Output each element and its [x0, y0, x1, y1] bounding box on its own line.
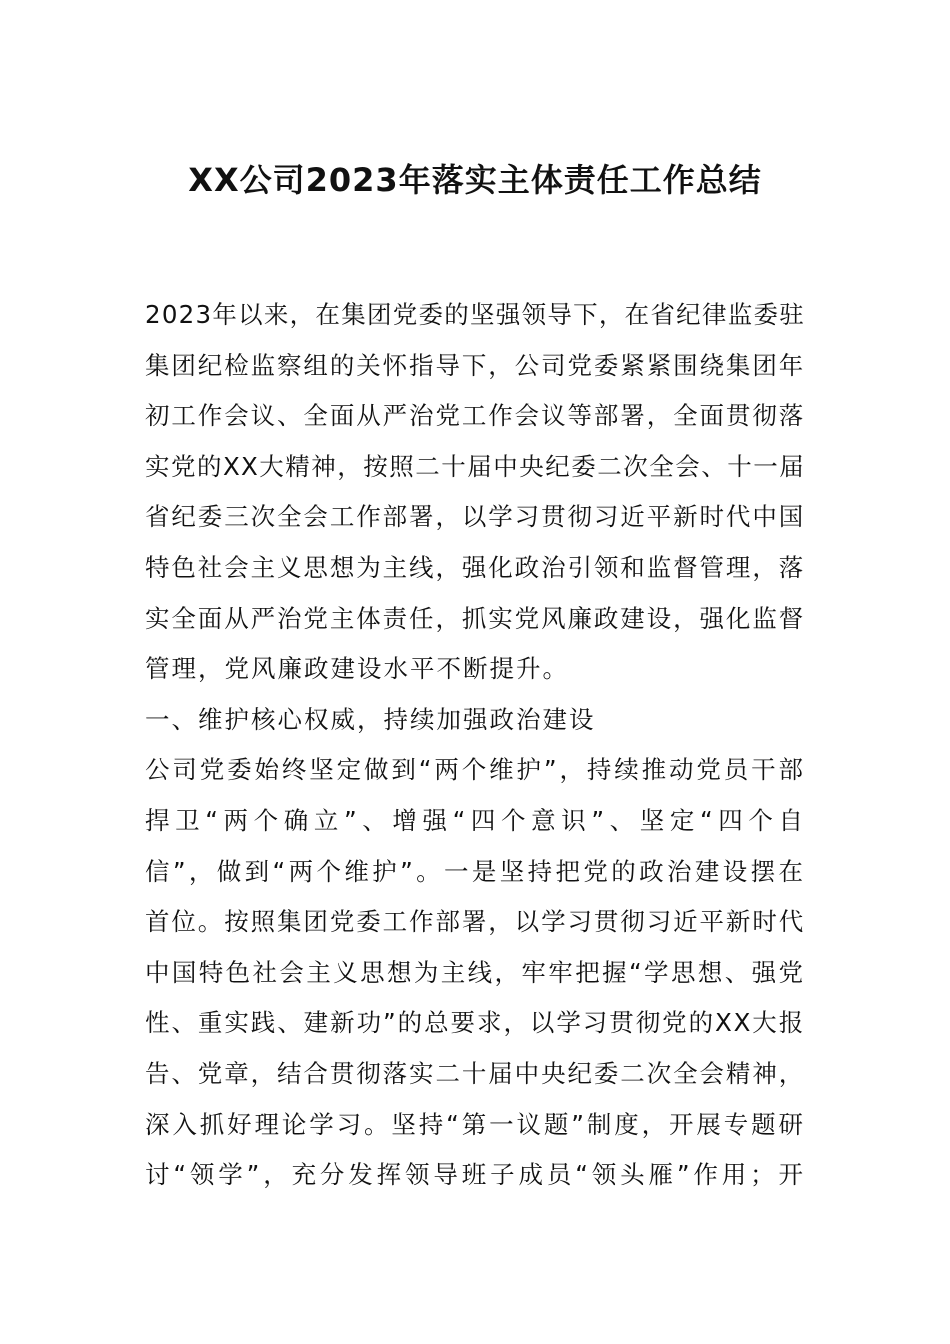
text-line: 首位。按照集团党委工作部署，以学习贯彻习近平新时代 [145, 907, 805, 937]
text-line: 实全面从严治党主体责任，抓实党风廉政建设，强化监督 [145, 603, 805, 633]
document-body [145, 290, 805, 1201]
text-line: 集团纪检监察组的关怀指导下，公司党委紧紧围绕集团年 [145, 350, 805, 380]
text-line: 性、重实践、建新功”的总要求，以学习贯彻党的XX大报 [145, 1008, 805, 1038]
text-line: 初工作会议、全面从严治党工作会议等部署，全面贯彻落 [145, 401, 805, 431]
text-line: 管理，党风廉政建设水平不断提升。 [145, 654, 569, 684]
text-line: 信”，做到“两个维护”。一是坚持把党的政治建设摆在 [145, 856, 805, 886]
text-line: 省纪委三次全会工作部署，以学习贯彻习近平新时代中国 [145, 502, 805, 532]
text-line: 讨“领学”，充分发挥领导班子成员“领头雁”作用；开 [145, 1160, 805, 1190]
text-line: 告、党章，结合贯彻落实二十届中央纪委二次全会精神， [145, 1058, 805, 1088]
text-line: 2023年以来，在集团党委的坚强领导下，在省纪律监委驻 [145, 300, 805, 329]
text-line: 实党的XX大精神，按照二十届中央纪委二次全会、十一届 [145, 451, 805, 481]
text-line: 深入抓好理论学习。坚持“第一议题”制度，开展专题研 [145, 1109, 805, 1139]
text-line: 中国特色社会主义思想为主线，牢牢把握“学思想、强党 [145, 957, 805, 987]
document-title: XX公司2023年落实主体责任工作总结 [188, 161, 762, 199]
text-line: 特色社会主义思想为主线，强化政治引领和监督管理，落 [145, 552, 805, 582]
text-line: 公司党委始终坚定做到“两个维护”，持续推动党员干部 [145, 755, 805, 785]
text-line: 捍卫“两个确立”、增强“四个意识”、坚定“四个自 [145, 805, 805, 835]
text-line: 一、维护核心权威，持续加强政治建设 [145, 704, 596, 734]
